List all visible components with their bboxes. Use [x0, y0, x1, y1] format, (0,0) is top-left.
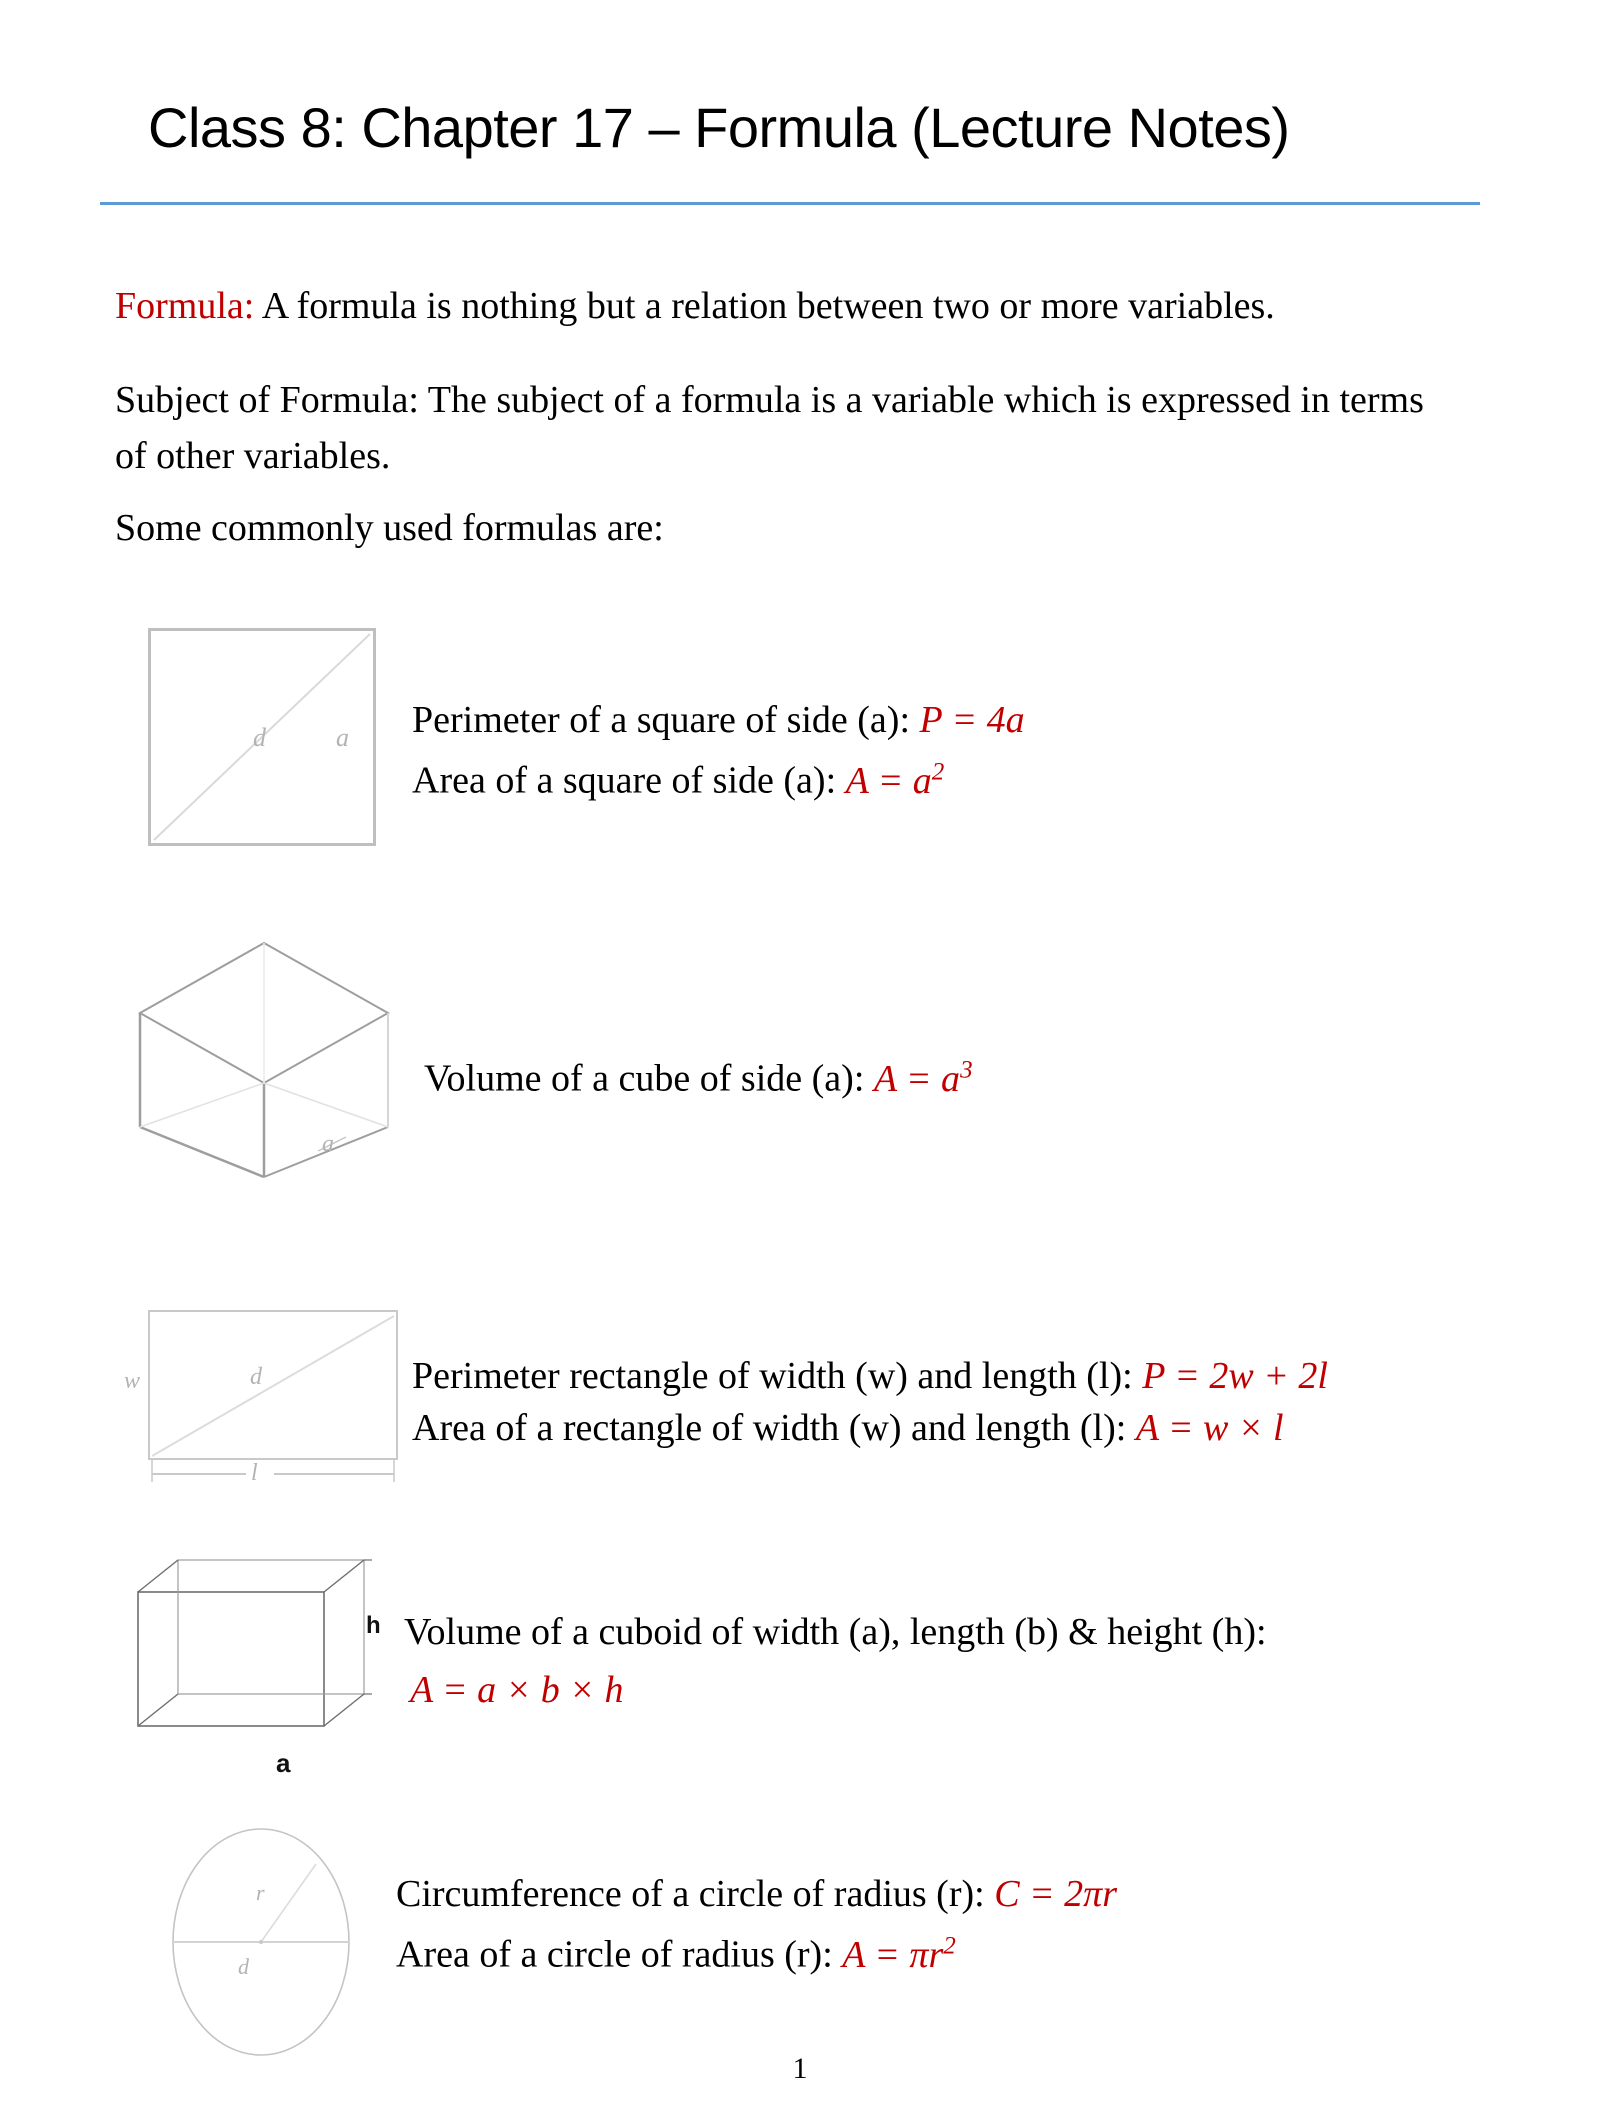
circle-circumference-text: Circumference of a circle of radius (r): [396, 1873, 995, 1915]
circle-outline-icon [166, 1822, 356, 2062]
rectangle-diagonal-icon [138, 1310, 402, 1490]
rectangle-perimeter-expression: P = 2w + 2l [1142, 1355, 1328, 1397]
circle-area-text: Area of a circle of radius (r): [396, 1933, 843, 1976]
cube-figure [132, 935, 398, 1185]
cuboid-volume-formula-row [410, 1662, 623, 1718]
circle-area-expression: $A = \pi r^2$ [842, 1932, 956, 1976]
circle-circumference-formula-row [396, 1866, 1117, 1922]
square-figure [148, 628, 380, 850]
cube-side-label: a [322, 1131, 334, 1157]
rectangle-diagonal-label: d [250, 1364, 262, 1390]
square-diagonal-label: d [253, 723, 266, 752]
cube-wireframe-icon [132, 935, 398, 1185]
paragraph-subject-of-formula: Subject of Formula: The subject of a formula is a variable which is expressed in terms of other variables. [115, 379, 1424, 477]
page-number: 1 [792, 2052, 808, 2085]
title-divider [100, 202, 1480, 205]
cuboid-wireframe-icon [132, 1552, 382, 1752]
cuboid-volume-text: Volume of a cuboid of width (a), length (b) & height (h): [404, 1611, 1267, 1653]
cube-volume-text: Volume of a cube of side (a): [424, 1057, 874, 1100]
formula-term-label: Formula: [115, 285, 255, 327]
circle-area-formula-row [396, 1918, 956, 1983]
circle-figure [166, 1822, 356, 2062]
formula-definition-text: A formula is nothing but a relation between two or more variables. [254, 285, 1275, 327]
cube-volume-expression: $A = a^3$ [873, 1056, 973, 1100]
rectangle-length-label: l [251, 1460, 258, 1486]
cube-volume-formula-row [424, 1042, 973, 1107]
cuboid-width-label: a [276, 1748, 291, 1778]
rectangle-area-formula-row [412, 1400, 1284, 1456]
square-perimeter-expression: P = 4a [919, 699, 1025, 741]
cuboid-figure [132, 1552, 382, 1778]
rectangle-area-text: Area of a rectangle of width (w) and length (l): [412, 1407, 1136, 1449]
rectangle-width-label: w [124, 1368, 141, 1394]
square-perimeter-formula-row [412, 692, 1025, 748]
circle-radius-label: r [256, 1880, 265, 1905]
rectangle-figure [124, 1310, 402, 1490]
cuboid-volume-text-row [404, 1604, 1267, 1660]
square-side-label: a [336, 723, 349, 752]
page-title: Class 8: Chapter 17 – Formula (Lecture Notes) [148, 96, 1290, 159]
cuboid-height-label: h [366, 1612, 381, 1639]
rectangle-perimeter-text: Perimeter rectangle of width (w) and length (l): [412, 1355, 1143, 1397]
rectangle-perimeter-formula-row [412, 1348, 1328, 1404]
paragraph-common-formulas-intro: Some commonly used formulas are: [115, 507, 664, 549]
circle-diameter-label: d [238, 1954, 249, 1979]
square-area-text: Area of a square of side (a): [412, 759, 846, 802]
square-area-expression: $A = a^2$ [845, 758, 945, 802]
circle-circumference-expression: C = 2πr [994, 1873, 1118, 1915]
rectangle-area-expression: A = w × l [1135, 1407, 1284, 1449]
paragraph-formula-definition [115, 278, 1455, 334]
square-area-formula-row [412, 744, 944, 809]
square-perimeter-text: Perimeter of a square of side (a): [412, 699, 920, 741]
cuboid-volume-expression: A = a × b × h [410, 1669, 624, 1711]
